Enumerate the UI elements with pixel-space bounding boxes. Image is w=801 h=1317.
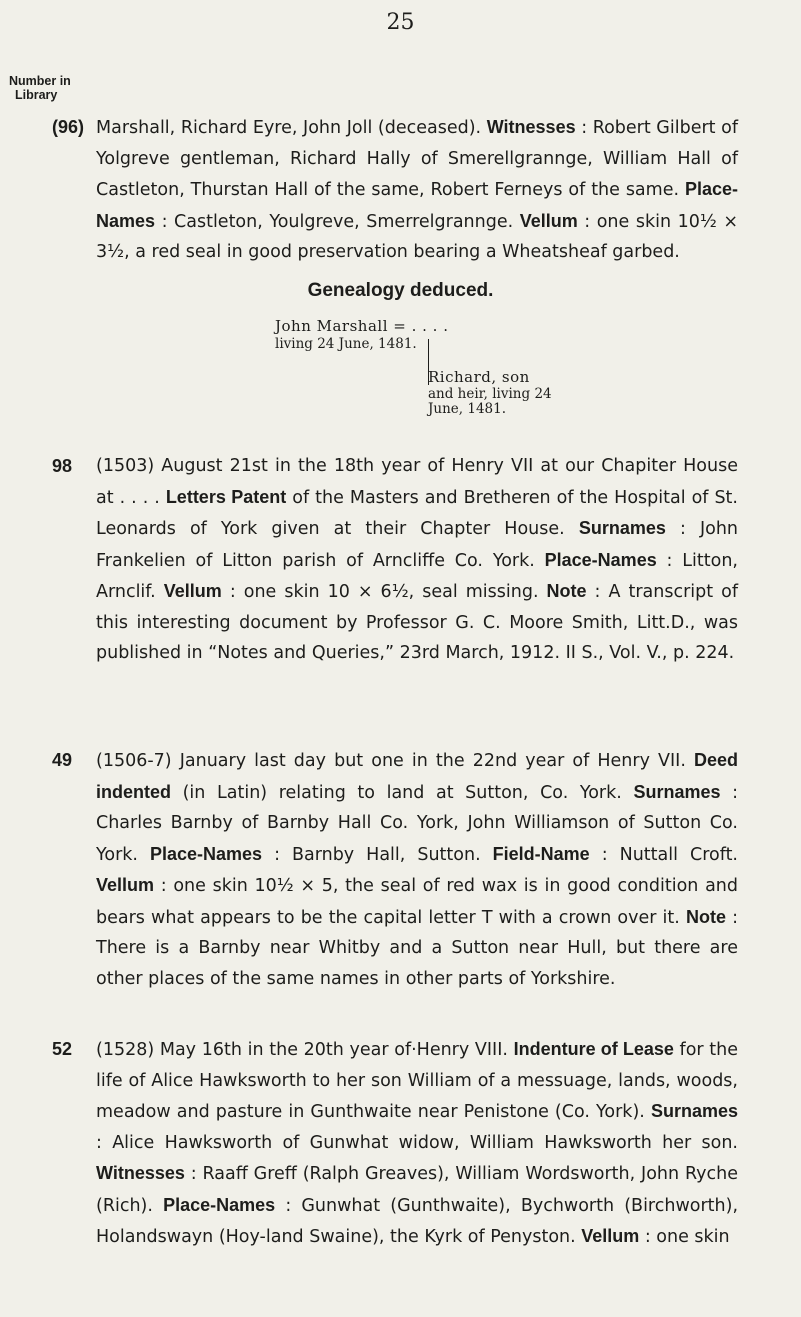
entry-text-run: : Litton, Arnclif. [96, 550, 738, 602]
entry-field-label: Surnames [578, 518, 666, 538]
genealogy-heading: Genealogy deduced. [307, 280, 494, 301]
entry-number: (96) [52, 117, 85, 137]
entry-text [96, 451, 738, 669]
entry-field-label: Surnames [650, 1101, 738, 1121]
genealogy-head-name: John Marshall = . . . . [275, 317, 449, 335]
entry-field-label: Place-Names [163, 1194, 276, 1215]
entry-field-label: Witnesses [96, 1163, 185, 1183]
entry-number: 49 [52, 750, 73, 770]
entry-field-label: Note [546, 581, 587, 601]
entry-text-run: : Robert Gilbert of Yolgreve gentleman, Richard Hally of Smerellgrannge, William Hall of Castleton, Thurstan Hall of the same, Robert Ferneys of the same. [96, 118, 738, 200]
genealogy-son-detail: and heir, living 24 June, 1481. [428, 386, 552, 417]
page-number: 25 [386, 10, 415, 35]
entry-text-run: of the Masters and Bretheren of the Hospital of St. Leonards of York given at their Chapter House. [96, 487, 738, 539]
entry-text-run: : Castleton, Youlgreve, Smerrelgrannge. [155, 211, 520, 232]
entry-text-run: (1503) August 21st in the 18th year of Henry VII at our Chapiter House at . . . . [96, 456, 738, 508]
genealogy-head-detail: living 24 June, 1481. [275, 336, 417, 352]
entry-number: 98 [52, 456, 73, 476]
entry-text-run: : one skin 10½ × 5, the seal of red wax is in good condition and bears what appears to be the capital letter T with a crown over it. [96, 876, 738, 928]
entry-text-run: (1506-7) January last day but one in the 22nd year of Henry VII. [96, 751, 694, 771]
entry-text-run: : Raaff Greff (Ralph Greaves), William Wordsworth, John Ryche (Rich). [96, 1164, 738, 1216]
entry-field-label: Indenture of Lease [513, 1039, 674, 1059]
entry-text-run: : Alice Hawksworth of Gunwhat widow, William Hawksworth her son. [96, 1132, 738, 1153]
entry-field-label: Note [685, 906, 726, 927]
entry-text [96, 112, 738, 268]
entry-text [96, 1034, 738, 1253]
genealogy-son-name: Richard, son [428, 368, 530, 386]
entry-text-run: : Charles Barnby of Barnby Hall Co. York, John Williamson of Sutton Co. York. [96, 782, 738, 865]
entry-text-run: : Gunwhat (Gunthwaite), Bychworth (Birchworth), Holandswayn (Hoy-land Swaine), the Kyrk of Penyston. [96, 1195, 739, 1247]
entry-text-run: : one skin 10½ × 3½, a red seal in good preservation bearing a Wheatsheaf garbed. [96, 211, 739, 262]
margin-label-line1: Number in [9, 74, 71, 88]
entry-field-label: Deed indented [96, 750, 738, 802]
margin-label-line2: Library [15, 88, 58, 102]
entry-field-label: Vellum [163, 581, 222, 601]
entry-field-label: Witnesses [486, 117, 576, 137]
entry-text-run: (1528) May 16th in the 20th year of·Henry VIII. [96, 1040, 514, 1060]
entry-text-run: (in Latin) relating to land at Sutton, Co. York. [171, 782, 634, 803]
entry-field-label: Vellum [519, 210, 578, 231]
entry-field-label: Vellum [581, 1226, 640, 1246]
entry-field-label: Place-Names [544, 549, 657, 570]
entry-number: 52 [52, 1039, 73, 1059]
entry-text-run: : There is a Barnby near Whitby and a Sutton near Hull, but there are other places of the same names in other parts of Yorkshire. [96, 907, 738, 989]
margin-label [9, 74, 89, 102]
entry-field-label: Vellum [96, 875, 155, 895]
entry-text-run: : one skin 10 × 6½, seal missing. [221, 582, 547, 602]
entry-text-run: for the life of Alice Hawksworth to her son William of a messuage, lands, woods, meadow and pasture in Gunthwaite near Penistone (Co. York). [96, 1040, 739, 1122]
entry-text-run: : one skin [639, 1227, 730, 1247]
entry-text-run: : John Frankelien of Litton parish of Arncliffe Co. York. [96, 519, 739, 571]
entry-field-label: Field-Name [492, 843, 590, 864]
entry-text [96, 745, 738, 994]
entry-field-label: Place-Names [149, 843, 263, 864]
entry-text-run: : A transcript of this interesting document by Professor G. C. Moore Smith, Litt.D., was published in “Notes and Queries,” 23rd March, 1912. II S., Vol. V., p. 224. [96, 582, 739, 663]
entry-field-label: Letters Patent [165, 486, 287, 507]
entry-text-run: : Nuttall Croft. [589, 844, 738, 865]
entry-text-run: Marshall, Richard Eyre, John Joll (deceased). [96, 118, 487, 138]
entry-field-label: Place-Names [96, 179, 738, 231]
entry-field-label: Surnames [633, 781, 721, 802]
entry-text-run: : Barnby Hall, Sutton. [262, 844, 493, 865]
